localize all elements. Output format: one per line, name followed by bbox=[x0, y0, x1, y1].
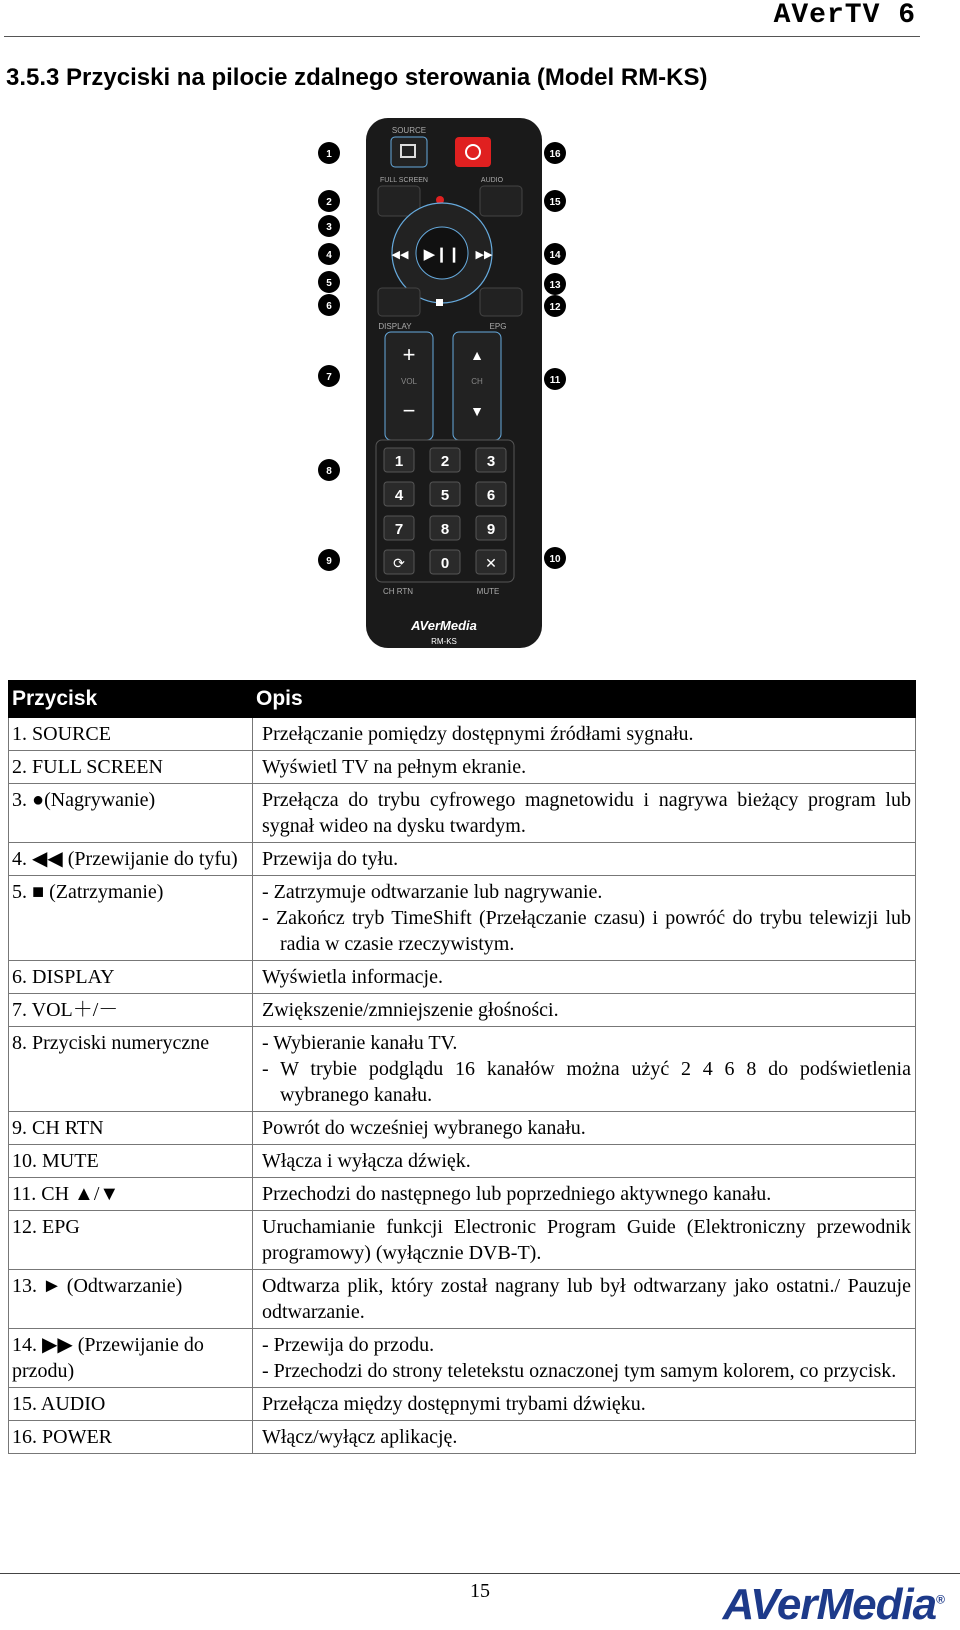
remote-brand: AVerMedia bbox=[411, 618, 477, 633]
row-description bbox=[253, 1329, 916, 1388]
row-description bbox=[253, 718, 916, 751]
source-button bbox=[391, 137, 427, 167]
row-description bbox=[253, 1027, 916, 1112]
remote-label-audio: AUDIO bbox=[480, 177, 504, 184]
remote-label-mute: MUTE bbox=[476, 587, 500, 596]
epg-button bbox=[480, 288, 522, 316]
description-line: Wyświetla informacje. bbox=[262, 966, 443, 988]
audio-button bbox=[480, 186, 522, 216]
description-line: Włącz/wyłącz aplikację. bbox=[262, 1426, 458, 1448]
table-row bbox=[9, 1027, 916, 1112]
description-line: Odtwarza plik, który został nagrany lub był odtwarzany jako ostatni./ Pauzuje odtwarzanie. bbox=[262, 1275, 911, 1323]
table-row bbox=[9, 961, 916, 994]
table-row bbox=[9, 843, 916, 876]
callout-number: 16 bbox=[549, 149, 561, 160]
row-description bbox=[253, 843, 916, 876]
row-key: 8. Przyciski numeryczne bbox=[9, 1027, 253, 1112]
digit-label: 1 bbox=[394, 453, 404, 470]
callout-number: 15 bbox=[549, 197, 561, 208]
callout-number: 5 bbox=[326, 278, 332, 289]
row-description bbox=[253, 1388, 916, 1421]
row-description bbox=[253, 1211, 916, 1270]
description-line: Włącza i wyłącza dźwięk. bbox=[262, 1150, 471, 1172]
remote-label-display: DISPLAY bbox=[378, 322, 412, 331]
vol-plus-icon: + bbox=[402, 342, 416, 367]
digit-label: 6 bbox=[486, 487, 496, 504]
fast-forward-icon: ▶▶ bbox=[475, 249, 493, 261]
rewind-icon: ◀◀ bbox=[391, 249, 409, 261]
description-line: Przełącza do trybu cyfrowego magnetowidu i nagrywa bieżący program lub sygnał wideo na dysku twardym. bbox=[262, 789, 911, 837]
buttons-table bbox=[8, 680, 916, 1454]
description-line: - Zatrzymuje odtwarzanie lub nagrywanie. bbox=[262, 881, 603, 903]
row-key: 13. ► (Odtwarzanie) bbox=[9, 1270, 253, 1329]
callout-number: 7 bbox=[326, 372, 332, 383]
row-key: 7. VOL＋/－ bbox=[9, 994, 253, 1027]
row-description bbox=[253, 1421, 916, 1454]
callout-number: 1 bbox=[326, 149, 332, 160]
digit-label: 3 bbox=[486, 453, 496, 470]
digit-label: 0 bbox=[440, 555, 450, 572]
table-row bbox=[9, 751, 916, 784]
row-description bbox=[253, 1178, 916, 1211]
row-key: 12. EPG bbox=[9, 1211, 253, 1270]
description-line: Uruchamianie funkcji Electronic Program Guide (Elektroniczny przewodnik programowy) (wyłącznie DVB-T). bbox=[262, 1216, 911, 1264]
footer-logo: AVerMedia® bbox=[722, 1580, 944, 1629]
table-header-desc: Opis bbox=[253, 681, 916, 718]
callout-number: 4 bbox=[326, 250, 332, 261]
callout-number: 12 bbox=[549, 302, 561, 313]
row-key: 10. MUTE bbox=[9, 1145, 253, 1178]
description-line: - Wybieranie kanału TV. bbox=[262, 1032, 458, 1054]
row-description bbox=[253, 1145, 916, 1178]
remote-label-full-screen: FULL SCREEN bbox=[380, 177, 428, 184]
remote-label-source: SOURCE bbox=[391, 126, 427, 135]
table-row bbox=[9, 1388, 916, 1421]
remote-label-ch-rtn: CH RTN bbox=[382, 587, 414, 596]
row-description bbox=[253, 784, 916, 843]
description-line: Przełącza między dostępnymi trybami dźwięku. bbox=[262, 1393, 646, 1415]
description-line: - Przewija do przodu. bbox=[262, 1334, 435, 1356]
callout-number: 13 bbox=[549, 280, 561, 291]
table-row bbox=[9, 1270, 916, 1329]
table-header-row bbox=[9, 681, 916, 718]
remote-label-vol: VOL bbox=[400, 377, 418, 386]
description-line: Przechodzi do następnego lub poprzedniego aktywnego kanału. bbox=[262, 1183, 772, 1205]
row-description bbox=[253, 1270, 916, 1329]
row-description bbox=[253, 1112, 916, 1145]
row-key: 16. POWER bbox=[9, 1421, 253, 1454]
row-key: 11. CH ▲/▼ bbox=[9, 1178, 253, 1211]
table-row bbox=[9, 718, 916, 751]
table-row bbox=[9, 1421, 916, 1454]
row-key: 4. ◀◀ (Przewijanie do tyfu) bbox=[9, 843, 253, 876]
section-title: 3.5.3 Przyciski na pilocie zdalnego sterowania (Model RM-KS) bbox=[6, 64, 708, 91]
description-line: - Zakończ tryb TimeShift (Przełączanie czasu) i powróć do trybu telewizji lub radia w czasie rzeczywistym. bbox=[262, 907, 911, 955]
row-key: 5. ■ (Zatrzymanie) bbox=[9, 876, 253, 961]
row-key: 1. SOURCE bbox=[9, 718, 253, 751]
digit-label: 9 bbox=[486, 521, 496, 538]
description-line: Powrót do wcześniej wybranego kanału. bbox=[262, 1117, 586, 1139]
digit-label: 8 bbox=[440, 521, 450, 538]
header-brand: AVerTV 6 bbox=[773, 0, 916, 31]
play-pause-icon: ▶❙❙ bbox=[423, 246, 461, 263]
callout-number: 8 bbox=[326, 466, 332, 477]
callout-number: 10 bbox=[549, 554, 561, 565]
description-line: Przewija do tyłu. bbox=[262, 848, 399, 870]
row-key: 2. FULL SCREEN bbox=[9, 751, 253, 784]
row-description bbox=[253, 994, 916, 1027]
row-key: 6. DISPLAY bbox=[9, 961, 253, 994]
display-button bbox=[378, 288, 420, 316]
digit-label: 5 bbox=[440, 487, 450, 504]
remote-model: RM-KS bbox=[431, 637, 457, 646]
remote-label-ch: CH bbox=[471, 377, 483, 386]
description-line: - W trybie podglądu 16 kanałów można użyć 2 4 6 8 do podświetlenia wybranego kanału. bbox=[262, 1058, 911, 1106]
ch-up-icon: ▲ bbox=[470, 347, 484, 363]
ch-down-icon: ▼ bbox=[470, 403, 484, 419]
row-key: 14. ▶▶ (Przewijanie do przodu) bbox=[9, 1329, 253, 1388]
callout-number: 11 bbox=[549, 375, 561, 386]
description-line: Wyświetl TV na pełnym ekranie. bbox=[262, 756, 527, 778]
row-description bbox=[253, 751, 916, 784]
callout-number: 6 bbox=[326, 301, 332, 312]
callout-number: 9 bbox=[326, 556, 332, 567]
row-key: 15. AUDIO bbox=[9, 1388, 253, 1421]
row-key: 3. ●(Nagrywanie) bbox=[9, 784, 253, 843]
vol-minus-icon: − bbox=[402, 398, 416, 423]
page-number: 15 bbox=[470, 1580, 490, 1602]
table-row bbox=[9, 876, 916, 961]
table-row bbox=[9, 994, 916, 1027]
mute-key-icon: ✕ bbox=[485, 555, 497, 571]
ch-rtn-key-icon: ⟳ bbox=[393, 555, 405, 571]
row-description bbox=[253, 961, 916, 994]
stop-icon bbox=[436, 299, 443, 306]
remote-control-illustration bbox=[310, 118, 600, 678]
digit-label: 4 bbox=[394, 487, 404, 504]
callout-number: 2 bbox=[326, 197, 332, 208]
row-key: 9. CH RTN bbox=[9, 1112, 253, 1145]
table-row bbox=[9, 1112, 916, 1145]
callout-number: 14 bbox=[549, 250, 561, 261]
footer-rule bbox=[0, 1573, 960, 1574]
table-row bbox=[9, 1211, 916, 1270]
description-line: Przełączanie pomiędzy dostępnymi źródłami sygnału. bbox=[262, 723, 694, 745]
table-row bbox=[9, 1178, 916, 1211]
table-header-key: Przycisk bbox=[9, 681, 253, 718]
description-line: Zwiększenie/zmniejszenie głośności. bbox=[262, 999, 559, 1021]
callout-number: 3 bbox=[326, 222, 332, 233]
row-description bbox=[253, 876, 916, 961]
table-row bbox=[9, 784, 916, 843]
table-row bbox=[9, 1329, 916, 1388]
digit-label: 2 bbox=[440, 453, 450, 470]
power-button bbox=[455, 137, 491, 167]
table-row bbox=[9, 1145, 916, 1178]
header-rule bbox=[4, 36, 920, 37]
digit-label: 7 bbox=[394, 521, 404, 538]
remote-label-epg: EPG bbox=[489, 322, 507, 331]
description-line: - Przechodzi do strony teletekstu oznaczonej tym samym kolorem, co przycisk. bbox=[262, 1360, 897, 1382]
